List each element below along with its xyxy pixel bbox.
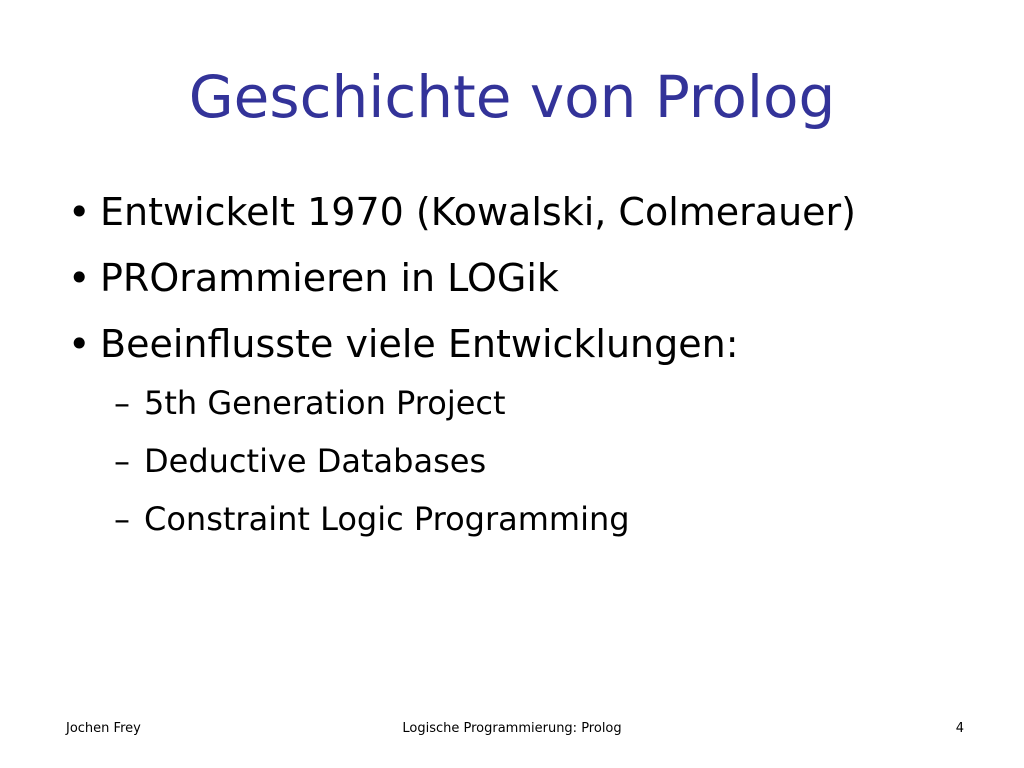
sub-bullet-text: Constraint Logic Programming [144,500,630,538]
bullet-item [68,254,559,302]
slide-title: Geschichte von Prolog [188,63,836,131]
bullet-marker: • [68,190,91,234]
sub-bullet-text: Deductive Databases [144,442,487,480]
sub-bullet-marker: – [114,500,130,538]
footer-page-number: 4 [955,721,964,736]
bullet-text: Beeinflusste viele Entwicklungen: [100,322,739,366]
footer-course-title: Logische Programmierung: Prolog [402,721,622,736]
sub-bullet-marker: – [114,442,130,480]
sub-bullet-text: 5th Generation Project [144,384,506,422]
sub-bullet-item [114,382,506,424]
bullet-item [68,320,739,368]
bullet-text: PROrammieren in LOGik [100,256,559,300]
sub-bullet-item [114,498,630,540]
bullet-item [68,188,856,236]
footer-author: Jochen Frey [66,721,141,736]
bullet-marker: • [68,256,91,300]
sub-bullet-item [114,440,486,482]
sub-bullet-marker: – [114,384,130,422]
bullet-text: Entwickelt 1970 (Kowalski, Colmerauer) [100,190,856,234]
bullet-marker: • [68,322,91,366]
